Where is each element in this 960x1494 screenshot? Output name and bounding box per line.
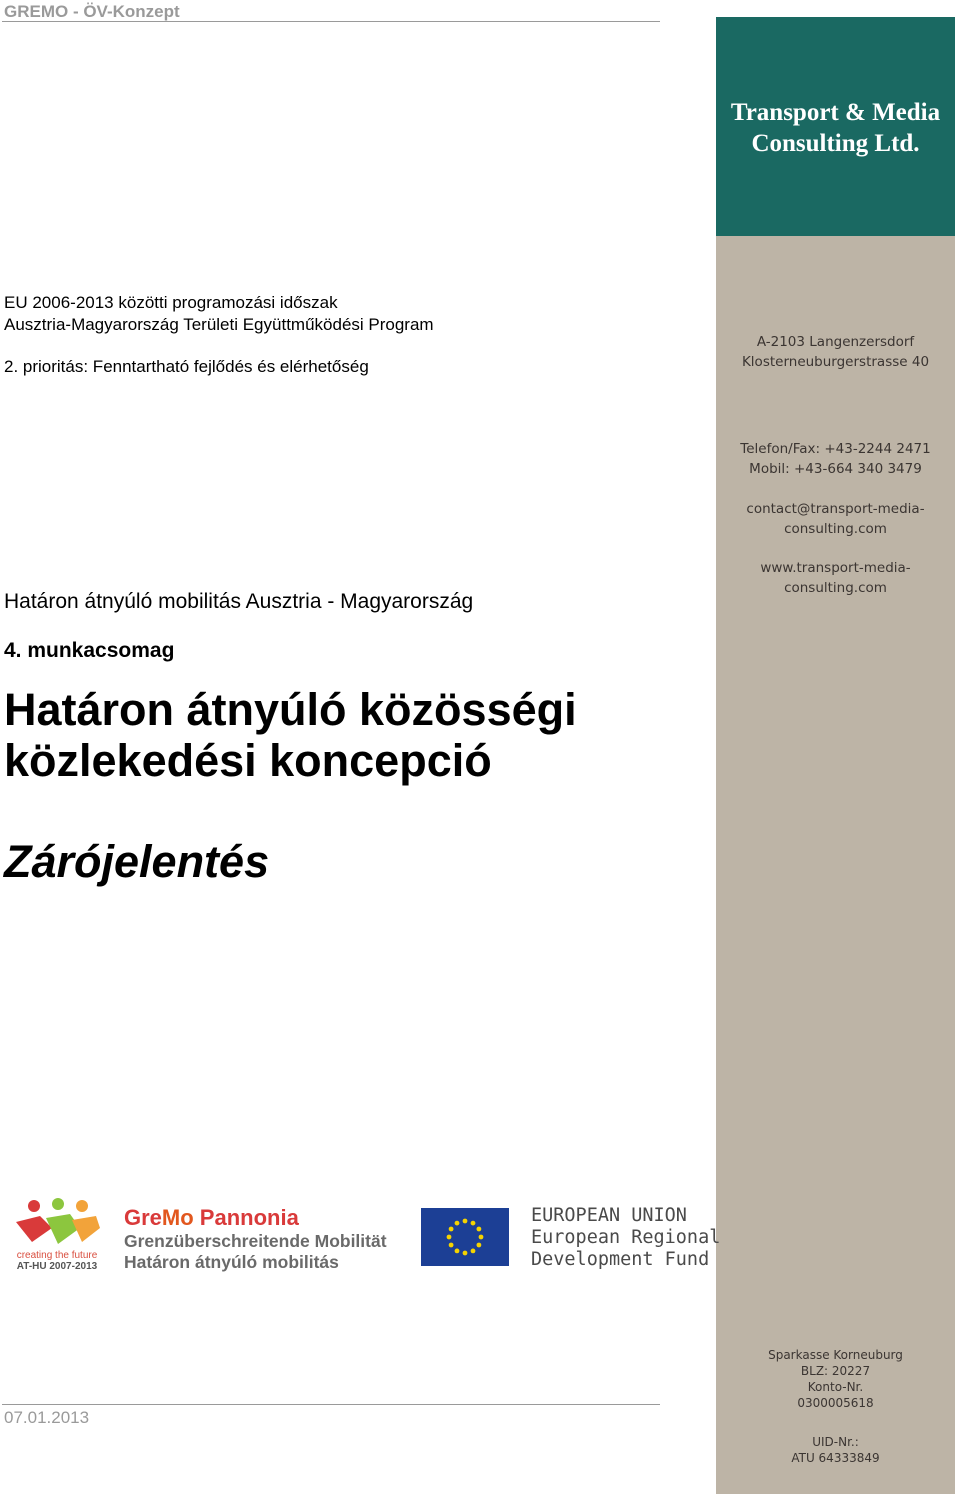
email-line-2[interactable]: consulting.com (784, 521, 887, 537)
company-name (716, 97, 955, 159)
at-hu-program-logo (10, 1198, 104, 1250)
phone-number: Telefon/Fax: +43-2244 2471 (740, 441, 931, 457)
program-period: EU 2006-2013 közötti programozási időszak (4, 293, 338, 312)
account-label: Konto-Nr. (807, 1380, 864, 1394)
footer-date: 07.01.2013 (4, 1408, 90, 1427)
eu-line-3: Development Fund (531, 1249, 710, 1270)
address-line-1: A-2103 Langenzersdorf (756, 334, 915, 350)
bank-details (716, 1347, 955, 1411)
company-name-line-2: Consulting Ltd. (751, 130, 920, 157)
company-email[interactable] (716, 499, 955, 539)
eu-stars-icon (421, 1208, 509, 1266)
people-figures-icon (10, 1198, 104, 1250)
gremo-pannonia-logo (124, 1205, 387, 1273)
footer-rule (2, 1404, 660, 1405)
company-phone (716, 439, 955, 479)
at-hu-caption (8, 1250, 106, 1272)
company-address (716, 332, 955, 372)
company-name-line-1: Transport & Media (730, 99, 941, 126)
vat-details (716, 1434, 955, 1466)
bank-blz: BLZ: 20227 (800, 1364, 871, 1378)
title-line-1: Határon átnyúló közösségi (4, 684, 577, 735)
gremo-pannonia: Pannonia (193, 1205, 299, 1230)
gremo-wordmark (124, 1205, 387, 1231)
uid-number: ATU 64333849 (791, 1451, 880, 1465)
at-hu-years: AT-HU 2007-2013 (16, 1261, 98, 1272)
running-header: GREMO - ÖV-Konzept (4, 2, 180, 21)
email-line-1[interactable]: contact@transport-media- (746, 501, 925, 517)
uid-label: UID-Nr.: (812, 1435, 859, 1449)
address-line-2: Klosterneuburgerstrasse 40 (741, 354, 930, 370)
eu-flag-icon (421, 1208, 509, 1266)
priority-line: 2. prioritás: Fenntartható fejlődés és elérhetőség (4, 357, 369, 376)
eu-line-2: European Regional (531, 1227, 721, 1248)
company-sidebar (716, 17, 955, 1494)
website-line-2[interactable]: consulting.com (784, 580, 887, 596)
eu-fund-label (531, 1205, 720, 1271)
gremo-subtitle-de: Grenzüberschreitende Mobilität (124, 1231, 387, 1251)
company-website[interactable] (716, 558, 955, 598)
title-line-2: közlekedési koncepció (4, 735, 492, 786)
gremo-gre: Gre (124, 1205, 162, 1230)
document-title (4, 684, 577, 786)
program-name: Ausztria-Magyarország Területi Együttműködési Program (4, 315, 434, 334)
mobile-number: Mobil: +43-664 340 3479 (749, 461, 922, 477)
bank-name: Sparkasse Korneuburg (768, 1348, 903, 1362)
eu-line-1: EUROPEAN UNION (531, 1205, 687, 1226)
report-type: Zárójelentés (4, 836, 270, 887)
work-package: 4. munkacsomag (4, 639, 175, 662)
account-number: 0300005618 (797, 1396, 874, 1410)
project-title: Határon átnyúló mobilitás Ausztria - Magyarország (4, 590, 474, 613)
gremo-mo: Mo (161, 1205, 194, 1230)
header-rule (2, 21, 660, 22)
website-line-1[interactable]: www.transport-media- (760, 560, 911, 576)
gremo-subtitle-hu: Határon átnyúló mobilitás (124, 1252, 339, 1272)
at-hu-tagline: creating the future (16, 1250, 98, 1261)
